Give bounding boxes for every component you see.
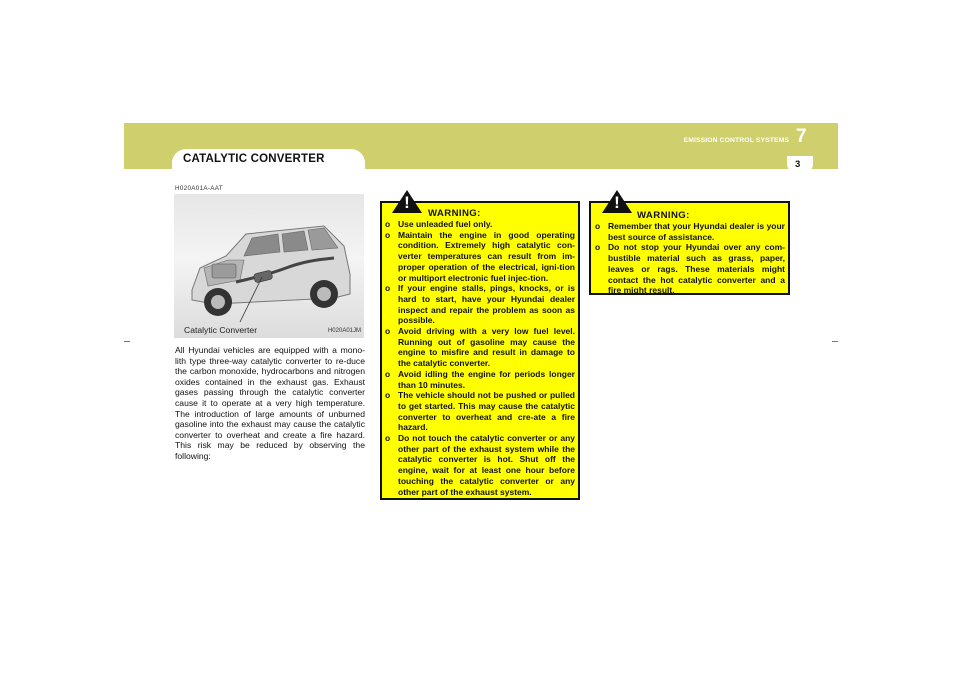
bullet: o	[385, 368, 391, 379]
list-item	[385, 230, 575, 284]
bullet: o	[595, 242, 601, 253]
bullet: o	[595, 221, 601, 231]
figure-caption: Catalytic Converter	[184, 325, 258, 335]
list-item-text: Do not touch the catalytic converter or any other part of the exhaust system while the catalytic converter is hot. Shut off the engine, wait for at least one hour before touching the catalytic converter or any other part of the exhaust system.	[398, 433, 575, 497]
exclamation-icon: !	[404, 193, 410, 212]
exclamation-icon: !	[614, 193, 620, 212]
chapter-label: EMISSION CONTROL SYSTEMS	[683, 137, 789, 144]
warning-1-title: WARNING:	[428, 208, 481, 219]
list-item	[385, 433, 575, 497]
crop-mark	[124, 341, 130, 342]
list-item	[385, 326, 575, 369]
list-item	[385, 369, 575, 390]
list-item	[595, 221, 785, 242]
catalytic-converter-illustration	[174, 194, 364, 338]
page-number: 3	[795, 159, 801, 170]
list-item-text: Do not stop your Hyundai over any com-bustible material such as grass, paper, leaves or rags. These materials might contact the hot catalytic converter and a fire might result.	[608, 242, 785, 296]
body-paragraph: All Hyundai vehicles are equipped with a mono-lith type three-way catalytic converter to re-duce the carbon monoxide, hydrocarbons and nitrogen oxides contained in the exhaust gas. Exhaust gases passing through the catalytic converter cause it to operate at a very high temperature. The introduction of large amounts of unburned gasoline into the exhaust may cause the catalytic converter to overheat and create a fire hazard. This risk may be reduced by observing the following:	[175, 345, 365, 461]
figure-image-code: H020A01JM	[327, 328, 361, 334]
chapter-number: 7	[796, 126, 807, 147]
warning-2-title: WARNING:	[637, 210, 690, 221]
bullet: o	[385, 229, 391, 240]
warning-2-list	[595, 221, 785, 296]
list-item-text: Remember that your Hyundai dealer is your best source of assistance.	[608, 221, 785, 242]
bullet: o	[385, 326, 391, 337]
bullet: o	[385, 219, 391, 229]
list-item	[385, 390, 575, 433]
section-code: H020A01A-AAT	[175, 185, 223, 192]
list-item	[595, 242, 785, 296]
list-item-text: Use unleaded fuel only.	[398, 219, 493, 229]
bullet: o	[385, 283, 391, 294]
list-item	[385, 219, 575, 230]
crop-mark	[832, 341, 838, 342]
warning-1-list	[385, 219, 575, 497]
list-item-text: Maintain the engine in good operating condition. Extremely high catalytic con-verter temperatures can result from im-proper operation of the electrical, igni-tion or multiport electronic fuel injec-tion.	[398, 229, 575, 283]
list-item-text: Avoid driving with a very low fuel level. Running out of gasoline may cause the engine to misfire and result in damage to the catalytic converter.	[398, 326, 575, 369]
list-item-text: The vehicle should not be pushed or pulled to get started. This may cause the catalytic converter to overheat and cre-ate a fire hazard.	[398, 390, 575, 433]
list-item-text: Avoid idling the engine for periods longer than 10 minutes.	[398, 368, 575, 390]
section-title: CATALYTIC CONVERTER	[183, 153, 325, 165]
bullet: o	[385, 433, 391, 444]
list-item-text: If your engine stalls, pings, knocks, or is hard to start, have your Hyundai dealer inspect and repair the problem as soon as possible.	[398, 283, 575, 326]
suv-drawing	[174, 194, 364, 338]
list-item	[385, 283, 575, 326]
bullet: o	[385, 390, 391, 401]
